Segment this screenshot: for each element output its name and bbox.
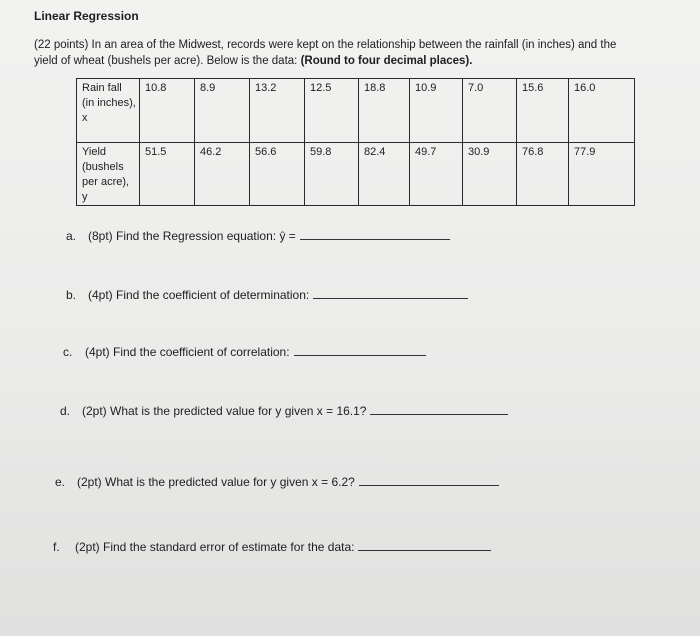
question-b-text: (4pt) Find the coefficient of determination: — [88, 288, 310, 302]
y-value: 76.8 — [517, 143, 569, 206]
question-a — [66, 229, 450, 243]
y-value: 30.9 — [463, 143, 517, 206]
page-title: Linear Regression — [34, 9, 139, 23]
y-row — [77, 143, 635, 206]
answer-blank-b[interactable] — [313, 298, 468, 299]
x-value: 8.9 — [195, 79, 250, 143]
question-f-text: (2pt) Find the standard error of estimate for the data: — [75, 540, 355, 554]
answer-blank-e[interactable] — [359, 485, 499, 486]
x-value: 10.8 — [140, 79, 195, 143]
x-value: 12.5 — [305, 79, 359, 143]
question-d — [60, 404, 508, 418]
data-table — [76, 78, 635, 206]
question-letter: f. — [53, 540, 60, 554]
question-letter: c. — [63, 345, 73, 359]
y-value: 49.7 — [410, 143, 463, 206]
x-row — [77, 79, 635, 143]
x-value: 15.6 — [517, 79, 569, 143]
question-letter: b. — [66, 288, 77, 302]
answer-blank-c[interactable] — [294, 355, 426, 356]
x-value: 13.2 — [250, 79, 305, 143]
answer-blank-a[interactable] — [300, 239, 450, 240]
y-value: 56.6 — [250, 143, 305, 206]
question-b — [66, 288, 468, 302]
question-e-text: (2pt) What is the predicted value for y given x = 6.2? — [77, 475, 355, 489]
y-value: 59.8 — [305, 143, 359, 206]
y-row-label: Yield (bushels per acre), y — [77, 143, 140, 206]
x-row-label: Rain fall (in inches), x — [77, 79, 140, 143]
y-value: 77.9 — [569, 143, 635, 206]
y-value: 51.5 — [140, 143, 195, 206]
problem-intro — [34, 37, 634, 69]
question-e — [55, 475, 499, 489]
question-letter: d. — [60, 404, 71, 418]
question-f — [53, 540, 491, 554]
x-value: 10.9 — [410, 79, 463, 143]
question-c-text: (4pt) Find the coefficient of correlation: — [85, 345, 290, 359]
y-value: 82.4 — [359, 143, 410, 206]
points-label: (22 points) — [34, 39, 89, 51]
question-a-text: (8pt) Find the Regression equation: ŷ = — [88, 229, 296, 243]
answer-blank-d[interactable] — [370, 414, 508, 415]
question-d-text: (2pt) What is the predicted value for y given x = 16.1? — [82, 404, 367, 418]
y-value: 46.2 — [195, 143, 250, 206]
x-value: 7.0 — [463, 79, 517, 143]
rounding-instruction: (Round to four decimal places). — [300, 55, 473, 67]
question-letter: a. — [66, 229, 77, 243]
question-c — [63, 345, 426, 359]
intro-text: In an area of the Midwest, records were kept on the relationship between the rainfall (in inches) and the yield of wheat (bushels per acre). Below is the data: — [34, 39, 617, 67]
answer-blank-f[interactable] — [358, 550, 491, 551]
x-value: 18.8 — [359, 79, 410, 143]
x-value: 16.0 — [569, 79, 635, 143]
question-letter: e. — [55, 475, 66, 489]
